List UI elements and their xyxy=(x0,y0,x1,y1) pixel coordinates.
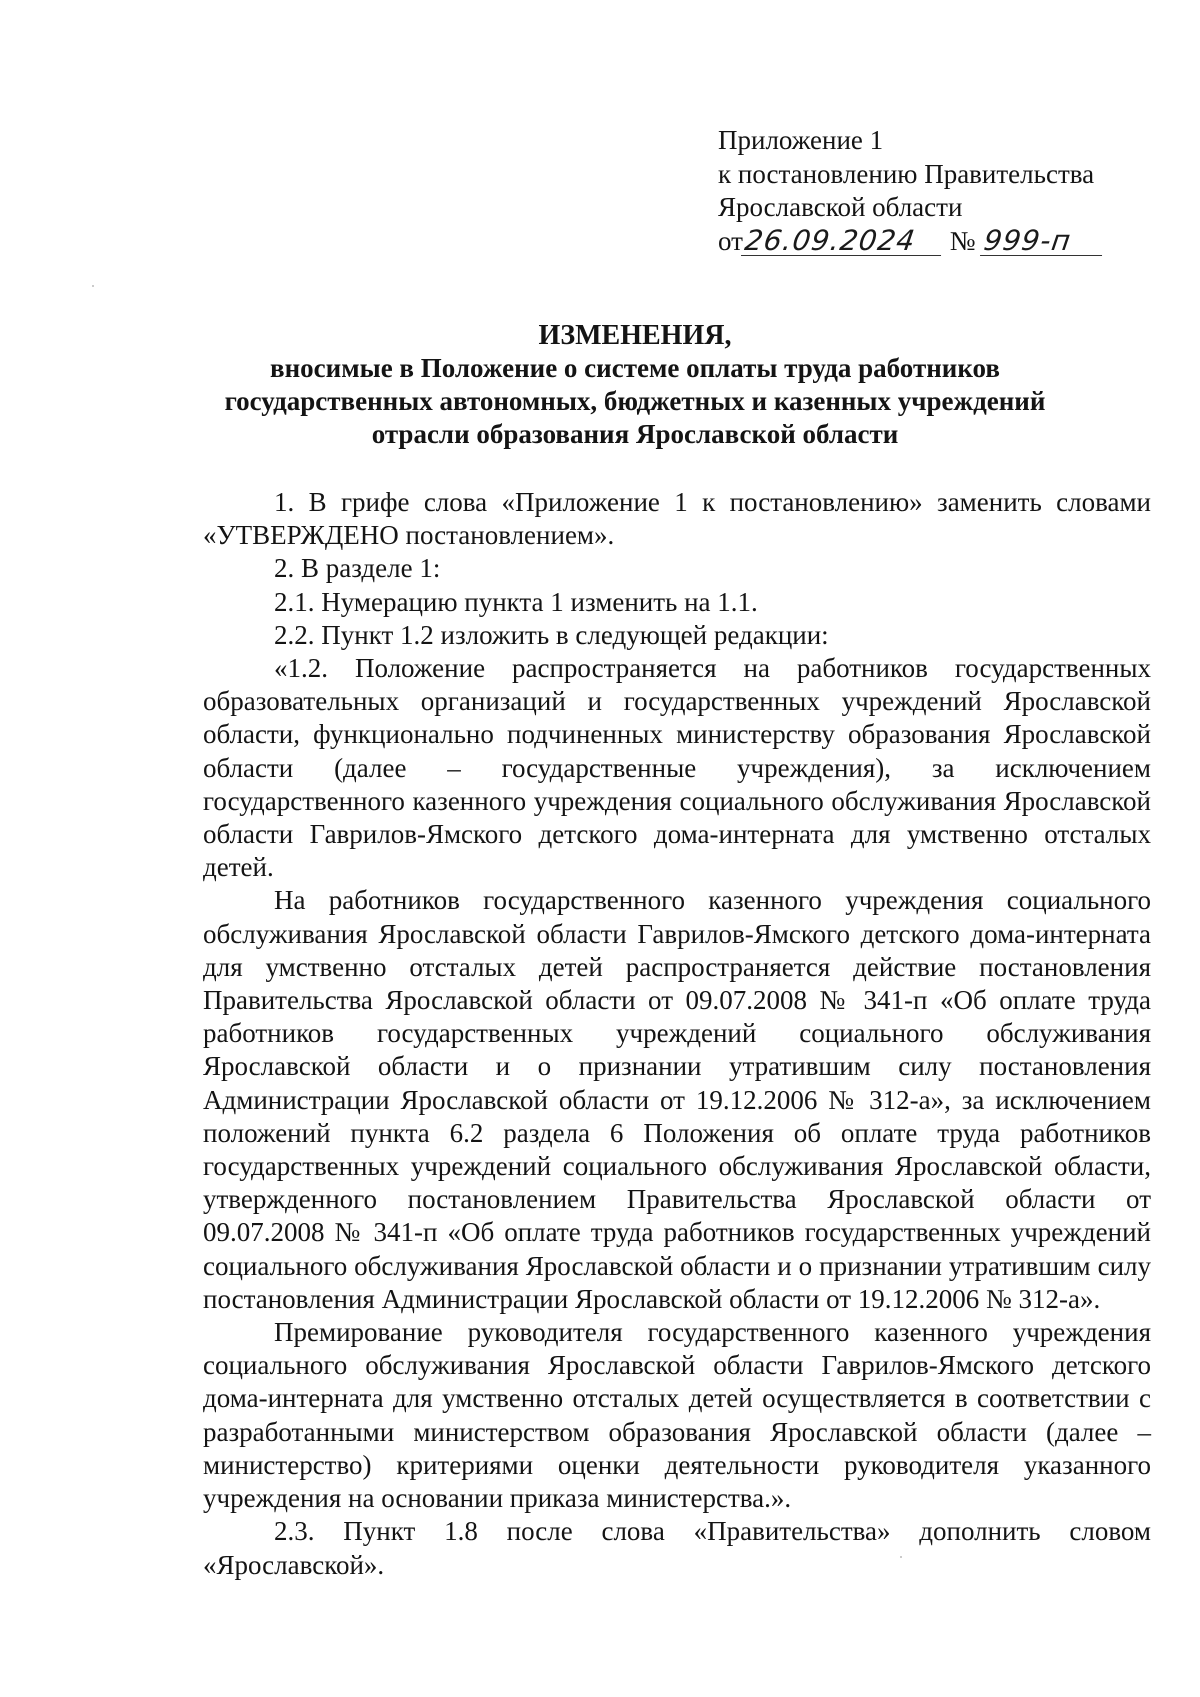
paragraph-workers-scope: На работников государственного казенного учреждения социального обслуживания Ярославской области Гаврилов-Ямского детского дома-интерната для умственно отсталых детей распространяется действие постановления Правительства Ярославской области от 09.07.2008 № 341-п «Об оплате труда работников государственных учреждений социального обслуживания Ярославской области и о признании утратившим силу постановления Администрации Ярославской области от 19.12.2006 № 312-а», за исключением положений пункта 6.2 раздела 6 Положения об оплате труда работников государственных учреждений социального обслуживания Ярославской области, утвержденного постановлением Правительства Ярославской области от 09.07.2008 № 341-п «Об оплате труда работников государственных учреждений социального обслуживания Ярославской области и о признании утратившим силу постановления Администрации Ярославской области от 19.12.2006 № 312-а». xyxy=(203,885,1151,1314)
paragraph-1: 1. В грифе слова «Приложение 1 к постановлению» заменить словами «УТВЕРЖДЕНО постановлением». xyxy=(203,487,1151,551)
approval-stamp-header xyxy=(718,124,1158,258)
paragraph-2: 2. В разделе 1: xyxy=(274,553,441,584)
document-body xyxy=(203,486,1151,1582)
title-line-3: отрасли образования Ярославской области xyxy=(371,419,899,449)
paragraph-bonus: Премирование руководителя государственного казенного учреждения социального обслуживания Ярославской области Гаврилов-Ямского детского дома-интерната для умственно отсталых детей осуществляется в соответствии с разработанными министерством образования Ярославской области (далее – министерство) критериями оценки деятельности руководителя указанного учреждения на основании приказа министерства.». xyxy=(203,1317,1151,1514)
scan-speck xyxy=(900,1556,902,1558)
handwritten-date: 26.09.2024 xyxy=(741,227,945,256)
handwritten-number: 999-п xyxy=(980,227,1106,256)
paragraph-2-3: 2.3. Пункт 1.8 после слова «Правительства» дополнить словом «Ярославской». xyxy=(203,1516,1151,1580)
header-resolution-label: к постановлению Правительства xyxy=(718,158,1095,189)
scan-speck xyxy=(92,285,94,287)
header-from-prefix: от xyxy=(718,225,743,256)
paragraph-2-1: 2.1. Нумерацию пункта 1 изменить на 1.1. xyxy=(274,586,758,617)
header-number-sign: № xyxy=(949,225,976,256)
header-date-number-line xyxy=(718,225,1158,259)
header-appendix-label: Приложение 1 xyxy=(718,125,884,155)
title-line-2: государственных автономных, бюджетных и казенных учреждений xyxy=(224,386,1046,416)
paragraph-2-2: 2.2. Пункт 1.2 изложить в следующей редакции: xyxy=(274,619,829,650)
paragraph-1-2-quote: «1.2. Положение распространяется на работников государственных образовательных организаций и государственных учреждений Ярославской области, функционально подчиненных министерству образования Ярославской области (далее – государственные учреждения), за исключением государственного казенного учреждения социального обслуживания Ярославской области Гаврилов-Ямского детского дома-интерната для умственно отсталых детей. xyxy=(203,653,1151,883)
document-title xyxy=(110,319,1160,451)
header-region-label: Ярославской области xyxy=(718,192,963,222)
title-main: ИЗМЕНЕНИЯ, xyxy=(538,320,732,351)
title-line-1: вносимые в Положение о системе оплаты труда работников xyxy=(270,353,1000,383)
